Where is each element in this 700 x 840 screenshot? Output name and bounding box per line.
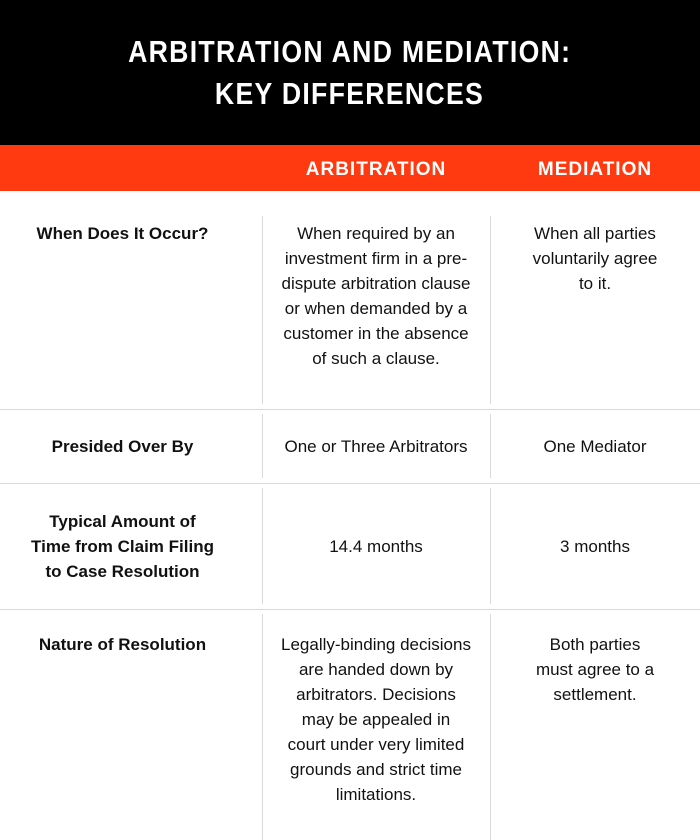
arbitration-cell: 14.4 months: [329, 536, 423, 556]
page-title-line-2: KEY DIFFERENCES: [215, 75, 485, 111]
mediation-cell: Both parties must agree to a settlement.: [535, 635, 655, 704]
column-divider: [262, 488, 263, 604]
comparison-table: [0, 191, 700, 840]
column-divider: [262, 216, 263, 404]
column-header-mediation: MEDIATION: [537, 159, 653, 180]
title-banner: [0, 0, 700, 145]
column-divider: [490, 614, 491, 840]
table-row-presided-over: [0, 409, 700, 483]
column-divider: [490, 414, 491, 478]
row-label: When Does It Occur?: [36, 224, 209, 243]
row-label: Typical Amount of Time from Claim Filing to Case Resolution: [31, 511, 214, 581]
arbitration-cell: Legally-binding decisions are handed down by arbitrators. Decisions may be appealed in court under very limited grounds and strict time limitations.: [281, 635, 471, 804]
arbitration-cell: When required by an investment firm in a pre-dispute arbitration clause or when demanded by a customer in the absence of such a clause.: [281, 224, 471, 368]
arbitration-cell: One or Three Arbitrators: [284, 436, 468, 456]
column-divider: [490, 488, 491, 604]
column-divider: [262, 614, 263, 840]
page-title-line-1: ARBITRATION AND MEDIATION:: [128, 33, 572, 69]
column-header-arbitration: ARBITRATION: [305, 159, 447, 180]
mediation-cell: One Mediator: [543, 436, 647, 456]
table-row-nature-resolution: [0, 609, 700, 840]
table-row-typical-time: [0, 483, 700, 609]
table-row-when-occur: [0, 191, 700, 409]
column-header-bar: [0, 145, 700, 191]
column-divider: [262, 414, 263, 478]
mediation-cell: When all parties voluntarily agree to it.: [532, 224, 658, 293]
row-label: Presided Over By: [51, 436, 194, 456]
row-label: Nature of Resolution: [38, 635, 207, 654]
column-divider: [490, 216, 491, 404]
mediation-cell: 3 months: [560, 536, 630, 556]
